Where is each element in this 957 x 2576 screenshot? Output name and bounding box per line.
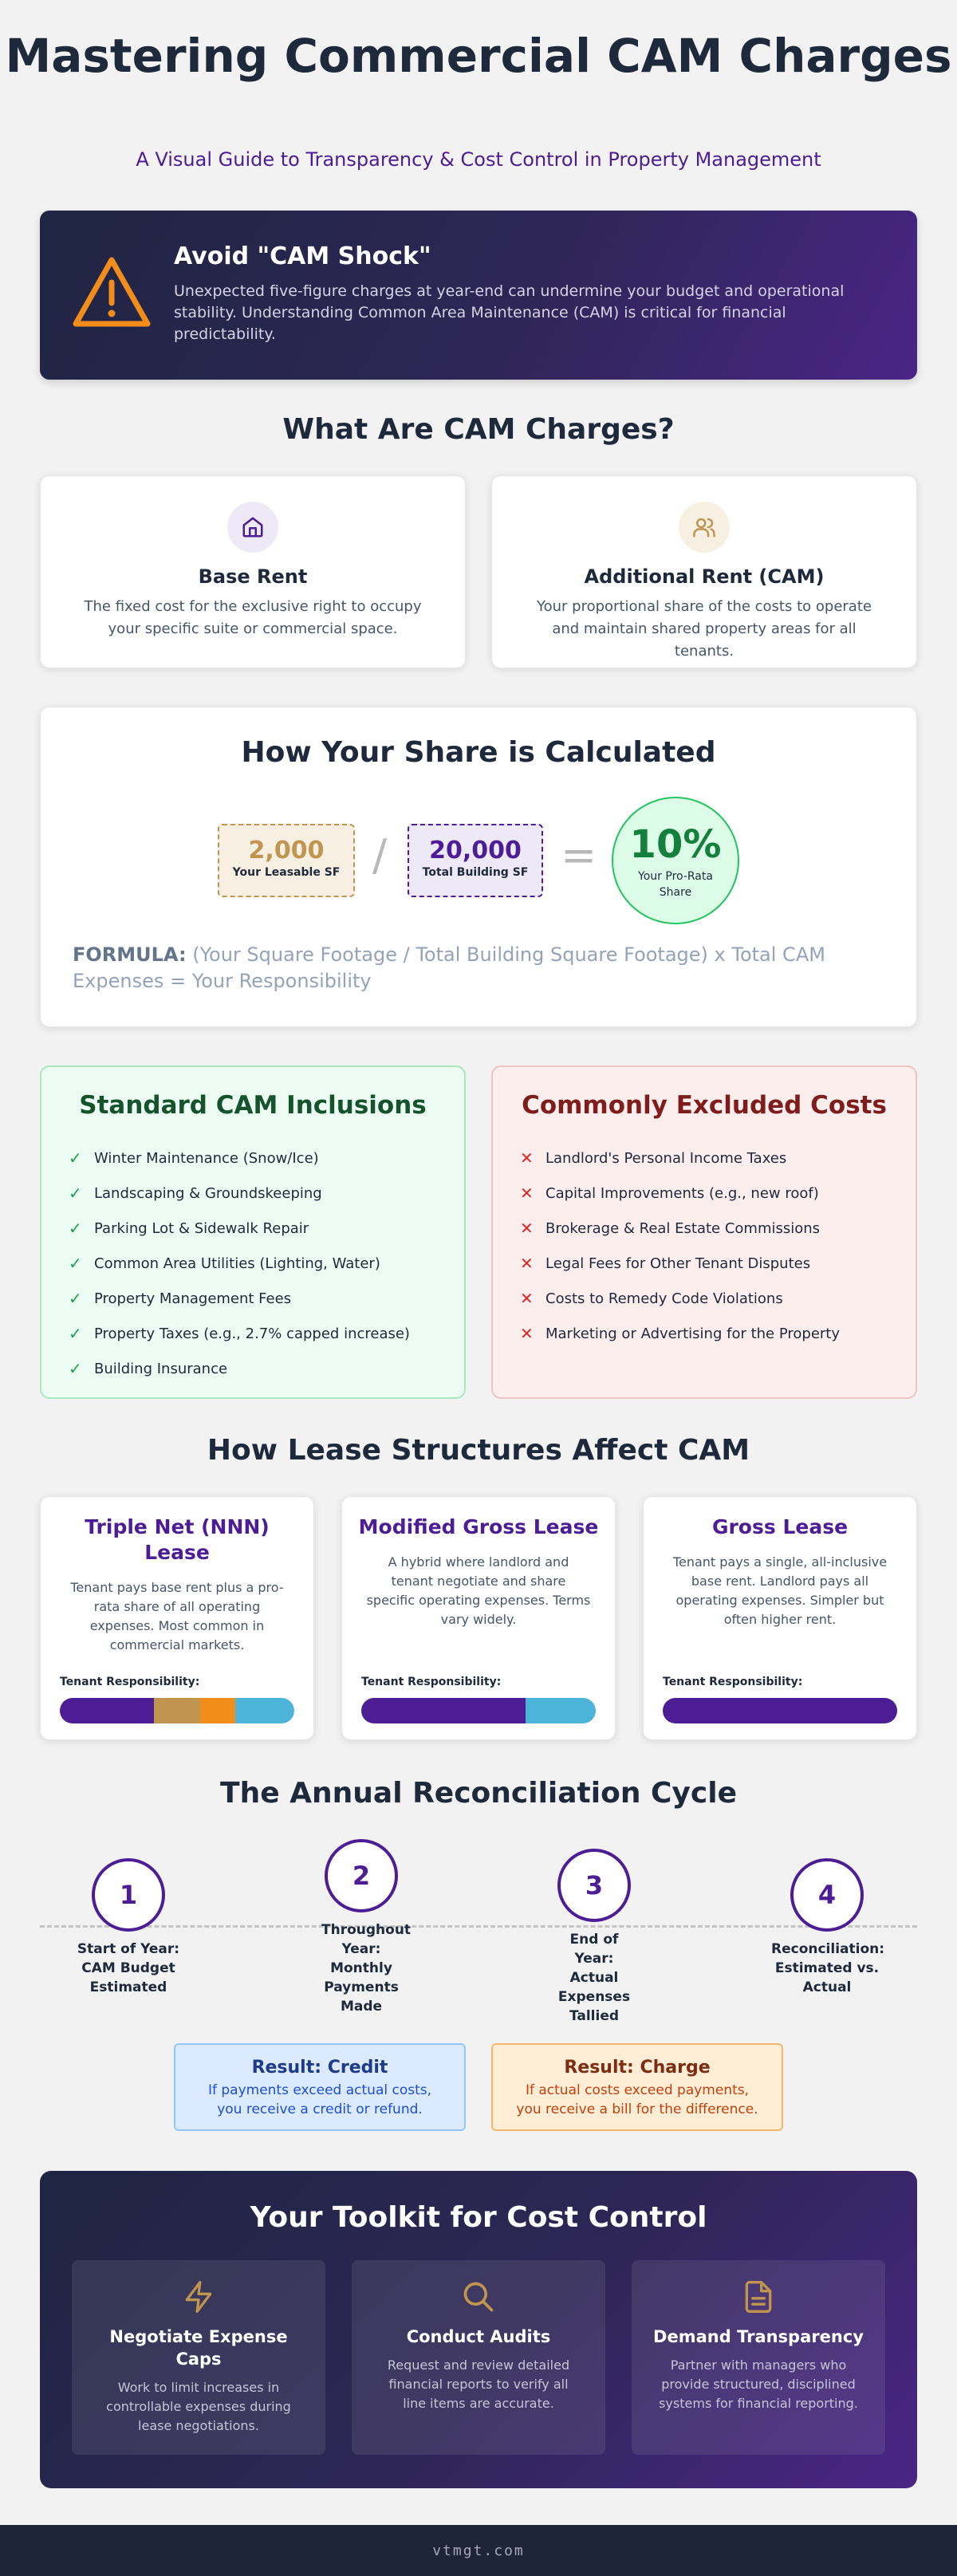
step-3-circle: 3 xyxy=(557,1849,631,1922)
building-sf-box xyxy=(408,824,543,897)
exclusion-item xyxy=(520,1211,840,1246)
inclusions-list xyxy=(69,1140,410,1386)
timeline-line xyxy=(40,1925,917,1928)
page-subtitle: A Visual Guide to Transparency & Cost Control in Property Management xyxy=(136,148,821,171)
inclusion-item-text: Common Area Utilities (Lighting, Water) xyxy=(94,1255,380,1272)
toolkit-title: Your Toolkit for Cost Control xyxy=(250,2201,707,2234)
result-charge-text: If actual costs exceed payments, you receive a bill for the difference. xyxy=(516,2082,758,2117)
exclusions-list xyxy=(520,1140,840,1351)
step-4-label: Reconciliation: Estimated vs. Actual xyxy=(771,1941,885,1995)
toolkit-section xyxy=(40,2171,917,2488)
x-icon: ✕ xyxy=(520,1254,534,1273)
x-icon: ✕ xyxy=(520,1184,534,1203)
x-icon: ✕ xyxy=(520,1219,534,1238)
search-icon xyxy=(461,2279,496,2314)
responsibility-bar-nnn xyxy=(60,1698,294,1723)
calculation-card xyxy=(40,707,917,1027)
lease-title-gross: Gross Lease xyxy=(711,1515,849,1538)
lease-card-nnn xyxy=(40,1496,314,1740)
document-icon xyxy=(741,2279,776,2314)
responsibility-bar-modified-gross xyxy=(361,1698,596,1723)
base-rent-text: The fixed cost for the exclusive right to occupy your specific suite or commercial space. xyxy=(84,598,422,637)
inclusion-item xyxy=(69,1351,410,1386)
responsibility-bar-gross xyxy=(663,1698,897,1723)
inclusion-item xyxy=(69,1246,410,1281)
check-icon: ✓ xyxy=(69,1359,82,1378)
exclusion-item-text: Brokerage & Real Estate Commissions xyxy=(545,1219,821,1237)
check-icon: ✓ xyxy=(69,1148,82,1168)
inclusion-item xyxy=(69,1176,410,1211)
leasable-sf-box xyxy=(218,824,355,897)
additional-rent-text: Your proportional share of the costs to operate and maintain shared property areas for all tenants. xyxy=(537,598,872,660)
result-credit-text: If payments exceed actual costs, you receive a credit or refund. xyxy=(207,2082,432,2117)
inclusions-title: Standard CAM Inclusions xyxy=(79,1091,427,1120)
leasable-sf-label: Your Leasable SF xyxy=(232,866,341,879)
lease-text-gross: Tenant pays a single, all-inclusive base rent. Landlord pays all operating expenses. Simpler but often higher rent. xyxy=(672,1554,888,1627)
result-charge-title: Result: Charge xyxy=(564,2058,711,2078)
result-credit-box xyxy=(174,2043,466,2131)
step-4-circle: 4 xyxy=(790,1858,864,1932)
page-title: Mastering Commercial CAM Charges xyxy=(5,29,952,83)
responsibility-segment xyxy=(200,1698,235,1723)
exclusion-item-text: Marketing or Advertising for the Property xyxy=(545,1325,841,1342)
formula-text xyxy=(73,942,884,995)
base-rent-card xyxy=(40,475,466,668)
banner-title: Avoid "CAM Shock" xyxy=(174,242,431,270)
equals-symbol: = xyxy=(561,830,597,880)
exclusions-title: Commonly Excluded Costs xyxy=(522,1091,887,1120)
warning-triangle-icon xyxy=(72,255,152,329)
tenant-responsibility-label: Tenant Responsibility: xyxy=(663,1676,803,1688)
users-icon xyxy=(679,502,730,553)
pro-rata-share-label: Your Pro-Rata Share xyxy=(638,870,713,899)
lease-card-gross xyxy=(643,1496,917,1740)
inclusion-item-text: Parking Lot & Sidewalk Repair xyxy=(94,1219,309,1237)
step-2-circle: 2 xyxy=(325,1839,398,1912)
tool-text-transparency: Partner with managers who provide structured, disciplined systems for financial reporting. xyxy=(659,2357,858,2411)
additional-rent-title: Additional Rent (CAM) xyxy=(584,565,825,588)
tool-text-negotiate: Work to limit increases in controllable expenses during lease negotiations. xyxy=(106,2380,291,2433)
exclusion-item-text: Capital Improvements (e.g., new roof) xyxy=(545,1184,819,1202)
exclusion-item xyxy=(520,1246,840,1281)
inclusion-item-text: Landscaping & Groundskeeping xyxy=(94,1184,322,1202)
x-icon: ✕ xyxy=(520,1148,534,1168)
tenant-responsibility-label: Tenant Responsibility: xyxy=(361,1676,502,1688)
step-1-circle: 1 xyxy=(92,1858,165,1932)
additional-rent-card xyxy=(491,475,917,668)
tool-card-transparency xyxy=(632,2260,885,2455)
leasable-sf-value: 2,000 xyxy=(248,837,325,865)
x-icon: ✕ xyxy=(520,1289,534,1308)
check-icon: ✓ xyxy=(69,1219,82,1238)
formula-label: FORMULA: xyxy=(73,943,187,966)
base-rent-title: Base Rent xyxy=(198,565,308,588)
building-sf-value: 20,000 xyxy=(429,837,522,865)
lease-title-nnn: Triple Net (NNN) Lease xyxy=(85,1515,270,1564)
inclusion-item-text: Building Insurance xyxy=(94,1360,228,1377)
tool-card-audits xyxy=(352,2260,605,2455)
cam-shock-banner xyxy=(40,211,917,380)
lease-structures-title: How Lease Structures Affect CAM xyxy=(207,1434,750,1467)
responsibility-segment xyxy=(526,1698,596,1723)
responsibility-segment xyxy=(154,1698,201,1723)
check-icon: ✓ xyxy=(69,1324,82,1343)
pro-rata-share-value: 10% xyxy=(629,822,722,867)
step-2-label: Throughout Year: Monthly Payments Made xyxy=(321,1922,412,2015)
result-credit-title: Result: Credit xyxy=(251,2058,388,2078)
tool-card-negotiate xyxy=(72,2260,325,2455)
lease-text-nnn: Tenant pays base rent plus a pro-rata share of all operating expenses. Most common in commercial markets. xyxy=(70,1580,284,1652)
exclusion-item xyxy=(520,1316,840,1351)
step-3-label: End of Year: Actual Expenses Tallied xyxy=(557,1932,631,2024)
inclusion-item xyxy=(69,1211,410,1246)
lease-title-modified-gross: Modified Gross Lease xyxy=(358,1515,599,1538)
inclusions-card xyxy=(40,1065,466,1399)
exclusion-item xyxy=(520,1176,840,1211)
exclusion-item-text: Legal Fees for Other Tenant Disputes xyxy=(545,1255,811,1272)
tool-title-audits: Conduct Audits xyxy=(406,2327,551,2346)
check-icon: ✓ xyxy=(69,1254,82,1273)
exclusion-item-text: Costs to Remedy Code Violations xyxy=(545,1290,783,1307)
lease-card-modified-gross xyxy=(341,1496,616,1740)
footer-link[interactable]: vtmgt.com xyxy=(432,2542,525,2559)
inclusion-item xyxy=(69,1281,410,1316)
tool-title-transparency: Demand Transparency xyxy=(653,2327,864,2346)
inclusion-item xyxy=(69,1316,410,1351)
responsibility-segment xyxy=(60,1698,154,1723)
check-icon: ✓ xyxy=(69,1289,82,1308)
lease-text-modified-gross: A hybrid where landlord and tenant negotiate and share specific operating expenses. Terms vary widely. xyxy=(366,1554,591,1627)
lightning-icon xyxy=(181,2279,216,2314)
divide-symbol: / xyxy=(372,830,388,880)
inclusion-item xyxy=(69,1140,410,1176)
inclusion-item-text: Property Management Fees xyxy=(94,1290,292,1307)
exclusion-item xyxy=(520,1140,840,1176)
pro-rata-share-circle xyxy=(612,797,739,924)
formula-body: (Your Square Footage / Total Building Square Footage) x Total CAM Expenses = Your Responsibility xyxy=(73,943,825,992)
footer xyxy=(0,2525,957,2576)
house-icon xyxy=(227,502,278,553)
banner-text: Unexpected five-figure charges at year-end can undermine your budget and operational stability. Understanding Common Area Maintenance (CAM) is critical for financial predictability. xyxy=(174,282,845,343)
result-charge-box xyxy=(491,2043,783,2131)
x-icon: ✕ xyxy=(520,1324,534,1343)
building-sf-label: Total Building SF xyxy=(422,866,529,879)
inclusion-item-text: Winter Maintenance (Snow/Ice) xyxy=(94,1149,319,1167)
calculation-title: How Your Share is Calculated xyxy=(241,736,716,769)
tenant-responsibility-label: Tenant Responsibility: xyxy=(60,1676,200,1688)
tool-text-audits: Request and review detailed financial reports to verify all line items are accurate. xyxy=(387,2357,570,2411)
inclusion-item-text: Property Taxes (e.g., 2.7% capped increase) xyxy=(94,1325,410,1342)
what-is-cam-title: What Are CAM Charges? xyxy=(282,413,675,446)
tool-title-negotiate: Negotiate Expense Caps xyxy=(109,2327,288,2369)
reconciliation-title: The Annual Reconciliation Cycle xyxy=(220,1777,737,1810)
responsibility-segment xyxy=(663,1698,897,1723)
responsibility-segment xyxy=(235,1698,294,1723)
exclusions-card xyxy=(491,1065,917,1399)
exclusion-item-text: Landlord's Personal Income Taxes xyxy=(545,1149,787,1167)
step-1-label: Start of Year: CAM Budget Estimated xyxy=(77,1941,180,1995)
check-icon: ✓ xyxy=(69,1184,82,1203)
exclusion-item xyxy=(520,1281,840,1316)
responsibility-segment xyxy=(361,1698,526,1723)
